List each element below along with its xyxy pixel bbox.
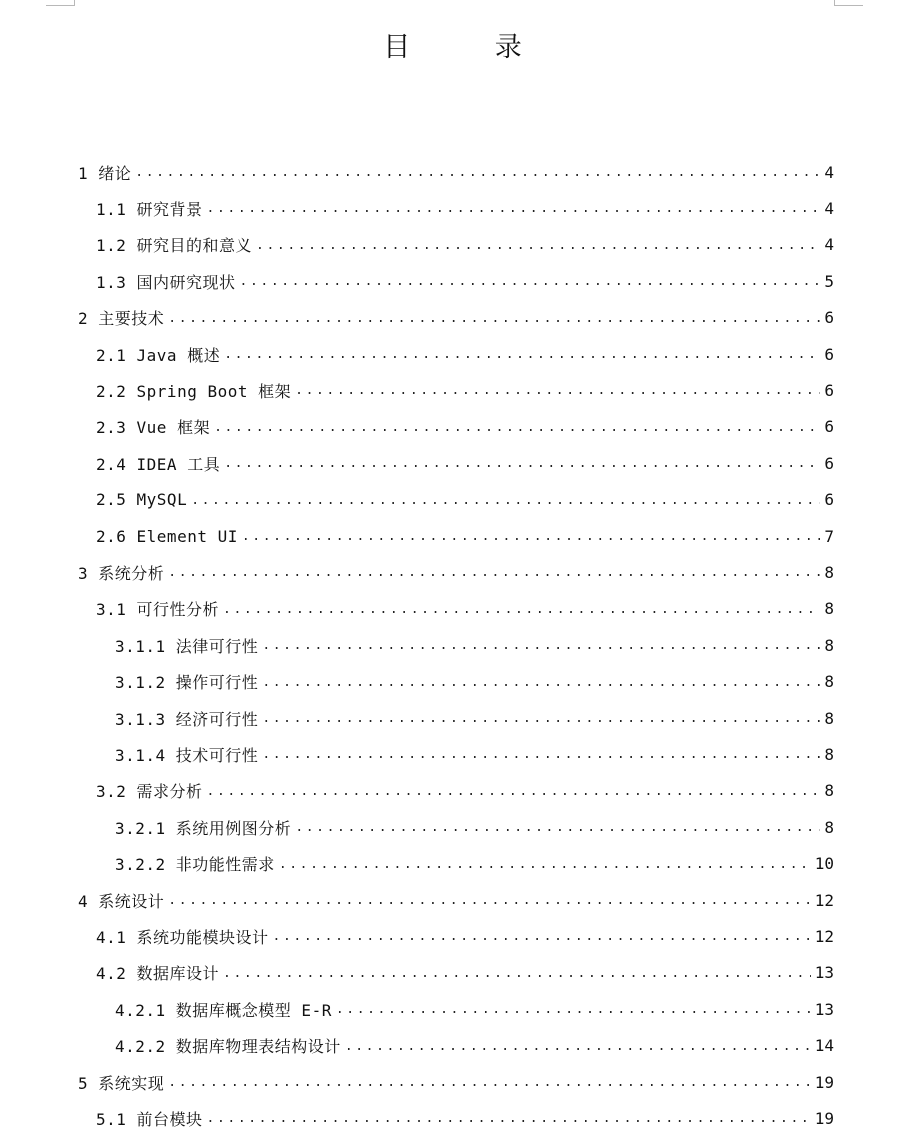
toc-entry[interactable] [78,882,834,918]
toc-dot-leader [345,1028,811,1064]
toc-entry-label: 1.3 国内研究现状 [96,272,236,292]
toc-entry-page-number: 19 [814,1072,834,1092]
toc-dot-leader [135,154,820,190]
toc-dot-leader [223,591,820,627]
toc-entry-page-number: 13 [814,999,834,1019]
toc-dot-leader [295,809,820,845]
toc-entry-label: 3 系统分析 [78,563,165,583]
toc-entry-page-number: 6 [824,344,834,364]
toc-entry-label: 2 主要技术 [78,309,165,329]
toc-entry[interactable] [96,445,834,481]
toc-dot-leader [223,955,811,991]
toc-dot-leader [262,700,820,736]
toc-entry[interactable] [96,372,834,408]
toc-dot-leader [240,263,821,299]
toc-dot-leader [262,664,820,700]
toc-entry-label: 3.2.1 系统用例图分析 [115,818,292,838]
toc-entry-label: 3.1.2 操作可行性 [115,673,259,693]
toc-entry[interactable] [96,263,834,299]
toc-entry-page-number: 14 [814,1036,834,1056]
toc-dot-leader [168,882,810,918]
toc-entry[interactable] [115,846,834,882]
toc-entry[interactable] [96,591,834,627]
toc-entry-page-number: 8 [824,672,834,692]
toc-entry-page-number: 8 [824,635,834,655]
toc-entry[interactable] [115,991,834,1027]
toc-entry-label: 5.1 前台模块 [96,1109,203,1129]
toc-entry[interactable] [115,809,834,845]
toc-entry-page-number: 4 [824,198,834,218]
toc-dot-leader [295,372,820,408]
toc-dot-leader [336,991,811,1027]
toc-entry-label: 4.2 数据库设计 [96,964,220,984]
toc-dot-leader [191,482,820,518]
toc-entry-label: 2.5 MySQL [96,490,188,510]
toc-entry[interactable] [96,190,834,226]
toc-entry[interactable] [96,918,834,954]
toc-entry[interactable] [115,736,834,772]
toc-entry-label: 4.2.1 数据库概念模型 E-R [115,1000,332,1020]
page-corner-mark-left [46,0,75,6]
toc-entry-page-number: 6 [824,453,834,473]
toc-entry[interactable] [96,336,834,372]
toc-entry-label: 1.2 研究目的和意义 [96,236,253,256]
toc-entry-label: 1 绪论 [78,163,132,183]
toc-entry-label: 3.1.4 技术可行性 [115,745,259,765]
toc-entry-page-number: 12 [814,926,834,946]
toc-entry-label: 2.3 Vue 框架 [96,418,211,438]
toc-entry-page-number: 8 [824,817,834,837]
toc-entry-label: 2.2 Spring Boot 框架 [96,381,292,401]
toc-entry[interactable] [115,1028,834,1064]
toc-entry-page-number: 6 [824,417,834,437]
toc-entry[interactable] [78,554,834,590]
toc-entry[interactable] [78,154,834,190]
toc-entry-label: 1.1 研究背景 [96,199,203,219]
toc-entry-page-number: 6 [824,490,834,510]
toc-entry-page-number: 8 [824,781,834,801]
toc-entry-page-number: 8 [824,562,834,582]
toc-entry[interactable] [96,1100,834,1136]
toc-dot-leader [273,918,811,954]
toc-entry-page-number: 8 [824,599,834,619]
toc-dot-leader [214,409,820,445]
toc-dot-leader [224,336,820,372]
toc-dot-leader [262,627,820,663]
toc-entry[interactable] [115,700,834,736]
toc-dot-leader [224,445,820,481]
toc-entry-label: 3.2 需求分析 [96,782,203,802]
toc-dot-leader [207,190,821,226]
toc-entry-page-number: 7 [824,526,834,546]
toc-entry-label: 5 系统实现 [78,1073,165,1093]
toc-entry-page-number: 8 [824,744,834,764]
toc-dot-leader [279,846,811,882]
toc-dot-leader [207,773,821,809]
toc-entry[interactable] [96,227,834,263]
toc-entry-label: 2.6 Element UI [96,526,238,546]
toc-entry[interactable] [96,482,834,518]
toc-entry-page-number: 8 [824,708,834,728]
toc-entry-page-number: 5 [824,271,834,291]
toc-entry-label: 3.1 可行性分析 [96,600,220,620]
toc-entry[interactable] [78,300,834,336]
toc-entry-label: 2.1 Java 概述 [96,345,221,365]
toc-entry-page-number: 12 [814,890,834,910]
toc-entry[interactable] [78,1064,834,1100]
toc-entry-label: 3.1.3 经济可行性 [115,709,259,729]
toc-dot-leader [242,518,821,554]
toc-entry-page-number: 10 [814,854,834,874]
toc-dot-leader [168,1064,810,1100]
toc-entry-label: 3.1.1 法律可行性 [115,636,259,656]
toc-entry-label: 4.2.2 数据库物理表结构设计 [115,1037,341,1057]
toc-entry[interactable] [96,409,834,445]
toc-entry[interactable] [96,518,834,554]
toc-entry[interactable] [96,955,834,991]
toc-dot-leader [207,1100,811,1136]
toc-entry-page-number: 4 [824,162,834,182]
toc-entry-label: 2.4 IDEA 工具 [96,454,221,474]
toc-entry-label: 4.1 系统功能模块设计 [96,927,269,947]
toc-entry-page-number: 6 [824,308,834,328]
toc-dot-leader [256,227,820,263]
toc-entry[interactable] [96,773,834,809]
toc-entry-page-number: 13 [814,963,834,983]
toc-title: 目 录 [383,32,560,64]
toc-entry[interactable] [115,627,834,663]
toc-dot-leader [168,554,820,590]
toc-dot-leader [168,300,820,336]
toc-entry-page-number: 6 [824,380,834,400]
toc-entry-label: 4 系统设计 [78,891,165,911]
toc-entry-page-number: 19 [814,1108,834,1128]
toc-entry-label: 3.2.2 非功能性需求 [115,855,275,875]
toc-dot-leader [262,736,820,772]
toc-entry[interactable] [115,664,834,700]
toc-entry-page-number: 4 [824,235,834,255]
page-corner-mark-right [834,0,863,6]
